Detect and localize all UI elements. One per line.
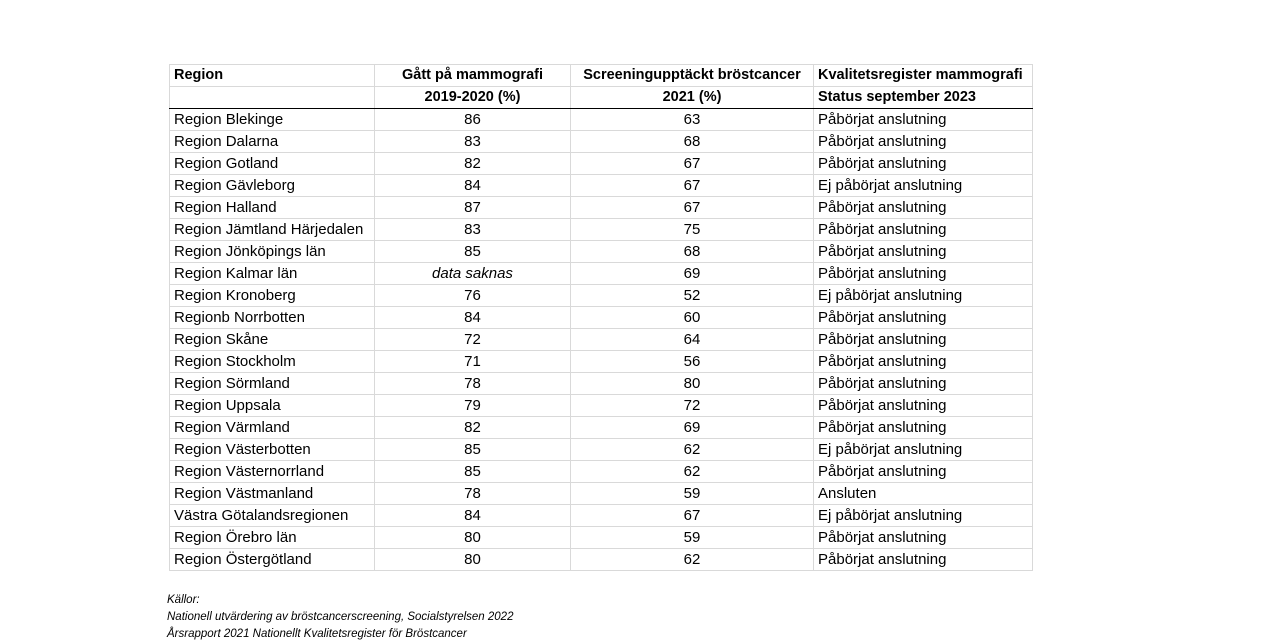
mammografi-cell: 71 [375,351,571,373]
status-cell: Påbörjat anslutning [814,219,1033,241]
table-row [170,549,1033,571]
header-status: Kvalitetsregister mammografi [814,65,1033,87]
region-cell: Region Sörmland [170,373,375,395]
mammografi-cell: 85 [375,439,571,461]
mammografi-cell: 83 [375,219,571,241]
status-cell: Påbörjat anslutning [814,329,1033,351]
status-cell: Påbörjat anslutning [814,373,1033,395]
mammografi-cell: 80 [375,527,571,549]
mammografi-cell: 83 [375,131,571,153]
header-mammografi-years: 2019-2020 (%) [375,87,571,109]
table-row [170,373,1033,395]
region-cell: Region Stockholm [170,351,375,373]
region-cell: Region Östergötland [170,549,375,571]
region-cell: Region Dalarna [170,131,375,153]
region-cell: Region Kronoberg [170,285,375,307]
table-row [170,417,1033,439]
region-cell: Region Värmland [170,417,375,439]
status-cell: Påbörjat anslutning [814,351,1033,373]
table-row [170,241,1033,263]
region-cell: Region Västernorrland [170,461,375,483]
source-line-2: Årsrapport 2021 Nationellt Kvalitetsregister för Bröstcancer [167,628,467,640]
mammografi-cell: 76 [375,285,571,307]
screening-cell: 80 [571,373,814,395]
screening-cell: 62 [571,549,814,571]
table-row [170,505,1033,527]
status-cell: Ej påbörjat anslutning [814,505,1033,527]
region-cell: Region Blekinge [170,109,375,131]
table-row [170,351,1033,373]
mammografi-cell: 82 [375,417,571,439]
status-cell: Påbörjat anslutning [814,527,1033,549]
screening-cell: 69 [571,417,814,439]
table-row [170,197,1033,219]
region-cell: Region Uppsala [170,395,375,417]
region-cell: Region Västmanland [170,483,375,505]
header-region: Region [170,65,375,87]
status-cell: Påbörjat anslutning [814,417,1033,439]
region-table [169,64,1033,571]
source-line-1: Nationell utvärdering av bröstcancerscreening, Socialstyrelsen 2022 [167,611,514,623]
status-cell: Påbörjat anslutning [814,197,1033,219]
mammografi-cell: 84 [375,307,571,329]
status-cell: Påbörjat anslutning [814,241,1033,263]
status-cell: Påbörjat anslutning [814,461,1033,483]
header-screening: Screeningupptäckt bröstcancer [571,65,814,87]
screening-cell: 60 [571,307,814,329]
status-cell: Påbörjat anslutning [814,395,1033,417]
table-row [170,461,1033,483]
header-region-blank [170,87,375,109]
screening-cell: 63 [571,109,814,131]
region-cell: Region Jönköpings län [170,241,375,263]
region-cell: Region Gotland [170,153,375,175]
screening-cell: 69 [571,263,814,285]
mammografi-cell: 82 [375,153,571,175]
region-cell: Västra Götalandsregionen [170,505,375,527]
screening-cell: 59 [571,483,814,505]
mammografi-cell: 86 [375,109,571,131]
status-cell: Ej påbörjat anslutning [814,175,1033,197]
screening-cell: 67 [571,153,814,175]
mammografi-cell: 84 [375,175,571,197]
sources-label: Källor: [167,594,200,606]
table-row [170,175,1033,197]
region-cell: Region Halland [170,197,375,219]
table-row [170,483,1033,505]
sources-note [167,592,513,643]
header-status-date: Status september 2023 [814,87,1033,109]
status-cell: Påbörjat anslutning [814,549,1033,571]
screening-cell: 72 [571,395,814,417]
region-cell: Region Kalmar län [170,263,375,285]
screening-cell: 67 [571,505,814,527]
status-cell: Påbörjat anslutning [814,153,1033,175]
header-mammografi: Gått på mammografi [375,65,571,87]
table-row [170,131,1033,153]
screening-cell: 64 [571,329,814,351]
screening-cell: 62 [571,439,814,461]
screening-cell: 56 [571,351,814,373]
status-cell: Påbörjat anslutning [814,307,1033,329]
table-row [170,285,1033,307]
table-row [170,395,1033,417]
screening-cell: 67 [571,175,814,197]
mammografi-cell: 79 [375,395,571,417]
screening-cell: 67 [571,197,814,219]
table-row [170,109,1033,131]
table-row [170,153,1033,175]
mammografi-cell: 85 [375,461,571,483]
mammografi-cell: 80 [375,549,571,571]
status-cell: Påbörjat anslutning [814,263,1033,285]
status-cell: Ansluten [814,483,1033,505]
status-cell: Påbörjat anslutning [814,109,1033,131]
screening-cell: 59 [571,527,814,549]
region-cell: Regionb Norrbotten [170,307,375,329]
mammografi-cell: 87 [375,197,571,219]
header-row [170,65,1033,87]
screening-cell: 52 [571,285,814,307]
screening-cell: 75 [571,219,814,241]
mammografi-cell: 84 [375,505,571,527]
mammografi-cell: 78 [375,483,571,505]
header-row-2 [170,87,1033,109]
region-cell: Region Västerbotten [170,439,375,461]
header-screening-year: 2021 (%) [571,87,814,109]
table-row [170,307,1033,329]
mammografi-cell: 85 [375,241,571,263]
table-row [170,219,1033,241]
status-cell: Ej påbörjat anslutning [814,439,1033,461]
mammografi-cell: 78 [375,373,571,395]
screening-cell: 68 [571,241,814,263]
status-cell: Ej påbörjat anslutning [814,285,1033,307]
table-row [170,263,1033,285]
table-row [170,527,1033,549]
region-cell: Region Örebro län [170,527,375,549]
table-row [170,329,1033,351]
table-row [170,439,1033,461]
mammografi-cell: 72 [375,329,571,351]
region-cell: Region Gävleborg [170,175,375,197]
screening-cell: 68 [571,131,814,153]
mammografi-cell: data saknas [375,263,571,285]
region-cell: Region Skåne [170,329,375,351]
region-cell: Region Jämtland Härjedalen [170,219,375,241]
screening-cell: 62 [571,461,814,483]
status-cell: Påbörjat anslutning [814,131,1033,153]
